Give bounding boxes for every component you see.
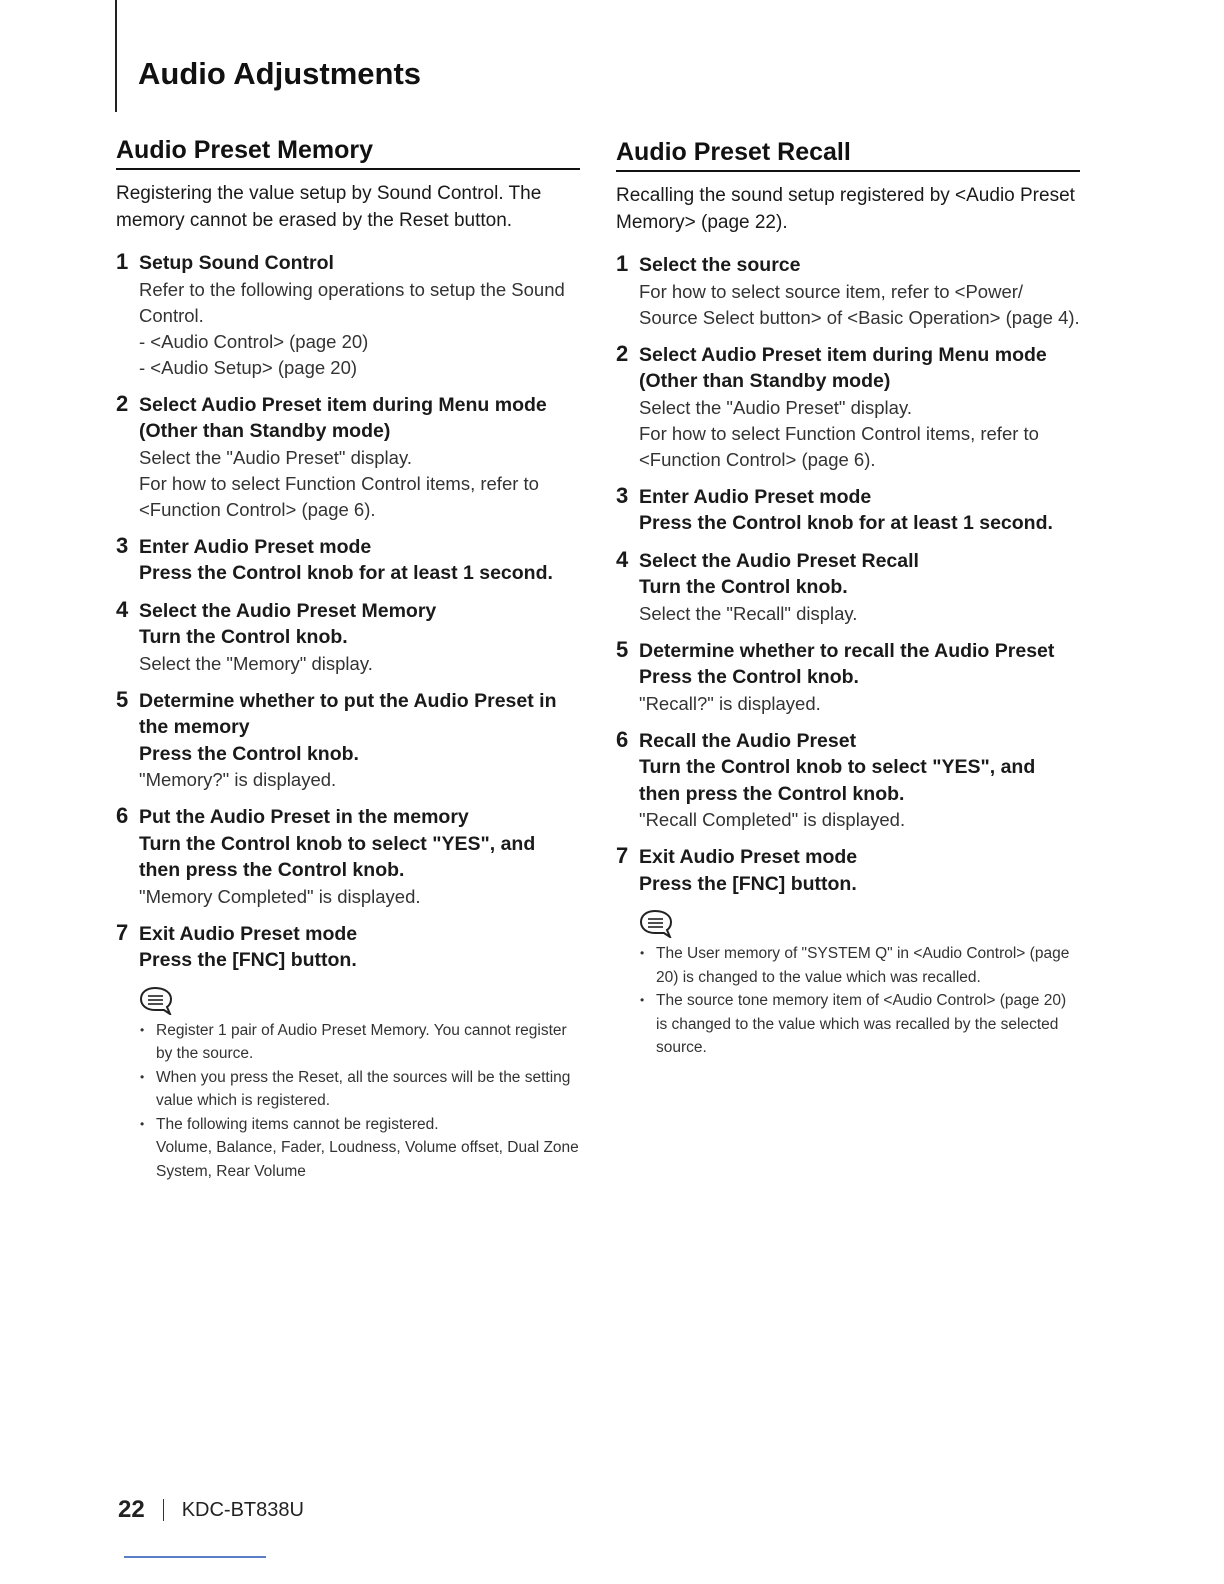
step-action: Turn the Control knob to select "YES", and then press the Control knob. xyxy=(139,832,536,881)
step-detail: For how to select Function Control items, refer to <Function Control> (page 6). xyxy=(639,422,1039,470)
section-audio-preset-memory xyxy=(116,136,580,1183)
step-title: Select the Audio Preset Recall xyxy=(639,549,919,572)
step-number: 7 xyxy=(616,843,629,868)
step-number: 5 xyxy=(616,636,629,662)
step-detail: "Recall?" is displayed. xyxy=(639,692,821,714)
step-number: 3 xyxy=(616,482,629,508)
note-item: • The source tone memory item of <Audio Control> (page 20) is changed to the value which was recalled by the selected source. xyxy=(640,989,1080,1060)
step-detail: Select the "Audio Preset" display. xyxy=(639,396,912,418)
step-number: 4 xyxy=(116,596,129,622)
section-heading: Audio Preset Recall xyxy=(616,138,1080,172)
step-number: 7 xyxy=(116,919,129,945)
step-detail: - <Audio Setup> (page 20) xyxy=(139,356,358,378)
step-item xyxy=(616,484,1080,537)
step-number: 3 xyxy=(116,532,129,558)
section-audio-preset-recall xyxy=(616,136,1080,1060)
model-name: KDC-BT838U xyxy=(181,1498,304,1521)
step-number: 1 xyxy=(116,249,129,274)
note-item: • When you press the Reset, all the sources will be the setting value which is registered. xyxy=(140,1066,580,1113)
step-title: Select Audio Preset item during Menu mode (Other than Standby mode) xyxy=(639,343,1047,392)
step-action: Turn the Control knob. xyxy=(139,626,348,648)
step-title: Select the Audio Preset Memory xyxy=(139,599,437,622)
step-title: Enter Audio Preset mode xyxy=(139,535,372,558)
step-detail: Select the "Recall" display. xyxy=(639,602,858,624)
step-list xyxy=(616,252,1080,897)
step-detail: - <Audio Control> (page 20) xyxy=(139,330,369,352)
step-item xyxy=(616,342,1080,473)
step-detail: Refer to the following operations to setup the Sound Control. xyxy=(139,278,565,326)
step-item xyxy=(116,250,580,381)
step-item xyxy=(616,252,1080,331)
step-title: Select the source xyxy=(639,254,801,276)
step-detail: For how to select source item, refer to <Power/ Source Select button> of <Basic Operation> (page 4). xyxy=(639,280,1080,328)
step-action: Press the [FNC] button. xyxy=(639,872,857,895)
step-action: Press the Control knob. xyxy=(139,742,359,765)
step-item xyxy=(116,921,580,974)
step-item xyxy=(116,534,580,587)
step-item xyxy=(116,804,580,910)
step-action: Turn the Control knob. xyxy=(639,576,848,598)
step-title: Exit Audio Preset mode xyxy=(139,922,358,945)
page-title: Audio Adjustments xyxy=(138,56,422,91)
bottom-rule xyxy=(124,1556,266,1558)
step-item xyxy=(616,548,1080,627)
step-item xyxy=(116,392,580,523)
step-title: Exit Audio Preset mode xyxy=(639,846,858,868)
step-number: 1 xyxy=(616,251,629,276)
step-number: 4 xyxy=(616,546,629,572)
step-list xyxy=(116,250,580,974)
step-item xyxy=(116,598,580,677)
note-item: • The following items cannot be registered. xyxy=(140,1113,580,1137)
step-number: 2 xyxy=(616,340,629,366)
step-item xyxy=(616,638,1080,717)
step-action: Press the Control knob. xyxy=(639,666,859,688)
step-title: Determine whether to recall the Audio Preset xyxy=(639,639,1055,662)
section-intro: Registering the value setup by Sound Control. The memory cannot be erased by the Reset button. xyxy=(116,183,542,231)
section-heading: Audio Preset Memory xyxy=(116,136,580,170)
step-number: 6 xyxy=(616,726,629,752)
step-item xyxy=(616,844,1080,897)
step-detail: Select the "Audio Preset" display. xyxy=(139,446,412,468)
step-title: Recall the Audio Preset xyxy=(639,729,857,752)
step-detail: Select the "Memory" display. xyxy=(139,652,373,674)
step-number: 2 xyxy=(116,390,129,416)
step-action: Turn the Control knob to select "YES", and then press the Control knob. xyxy=(639,756,1036,805)
step-detail: "Memory?" is displayed. xyxy=(139,769,337,790)
step-title: Select Audio Preset item during Menu mode (Other than Standby mode) xyxy=(139,393,547,442)
page-number: 22 xyxy=(118,1496,145,1523)
step-action: Press the [FNC] button. xyxy=(139,949,357,971)
section-intro: Recalling the sound setup registered by <Audio Preset Memory> (page 22). xyxy=(616,185,1075,233)
page-rule xyxy=(115,0,117,112)
note-list xyxy=(640,942,1080,1060)
step-title: Determine whether to put the Audio Preset in the memory xyxy=(139,689,557,738)
step-title: Enter Audio Preset mode xyxy=(639,485,872,508)
step-action: Press the Control knob for at least 1 second. xyxy=(639,512,1053,534)
page-footer xyxy=(118,1496,304,1524)
footer-divider xyxy=(163,1499,164,1521)
note-item: • Register 1 pair of Audio Preset Memory. You cannot register by the source. xyxy=(140,1019,580,1066)
step-title: Setup Sound Control xyxy=(139,252,334,274)
step-detail: "Memory Completed" is displayed. xyxy=(139,885,421,907)
step-item xyxy=(116,688,580,794)
note-item: • The User memory of "SYSTEM Q" in <Audio Control> (page 20) is changed to the value which was recalled. xyxy=(640,942,1080,989)
step-number: 5 xyxy=(116,686,129,712)
step-detail: "Recall Completed" is displayed. xyxy=(639,809,906,830)
note-list xyxy=(140,1019,580,1184)
step-action: Press the Control knob for at least 1 second. xyxy=(139,562,553,584)
note-item: Volume, Balance, Fader, Loudness, Volume offset, Dual Zone System, Rear Volume xyxy=(156,1139,579,1180)
step-number: 6 xyxy=(116,803,129,828)
step-item xyxy=(616,728,1080,834)
step-title: Put the Audio Preset in the memory xyxy=(139,806,469,828)
note-icon xyxy=(638,908,674,938)
step-detail: For how to select Function Control items, refer to <Function Control> (page 6). xyxy=(139,472,539,520)
note-icon xyxy=(138,985,174,1015)
